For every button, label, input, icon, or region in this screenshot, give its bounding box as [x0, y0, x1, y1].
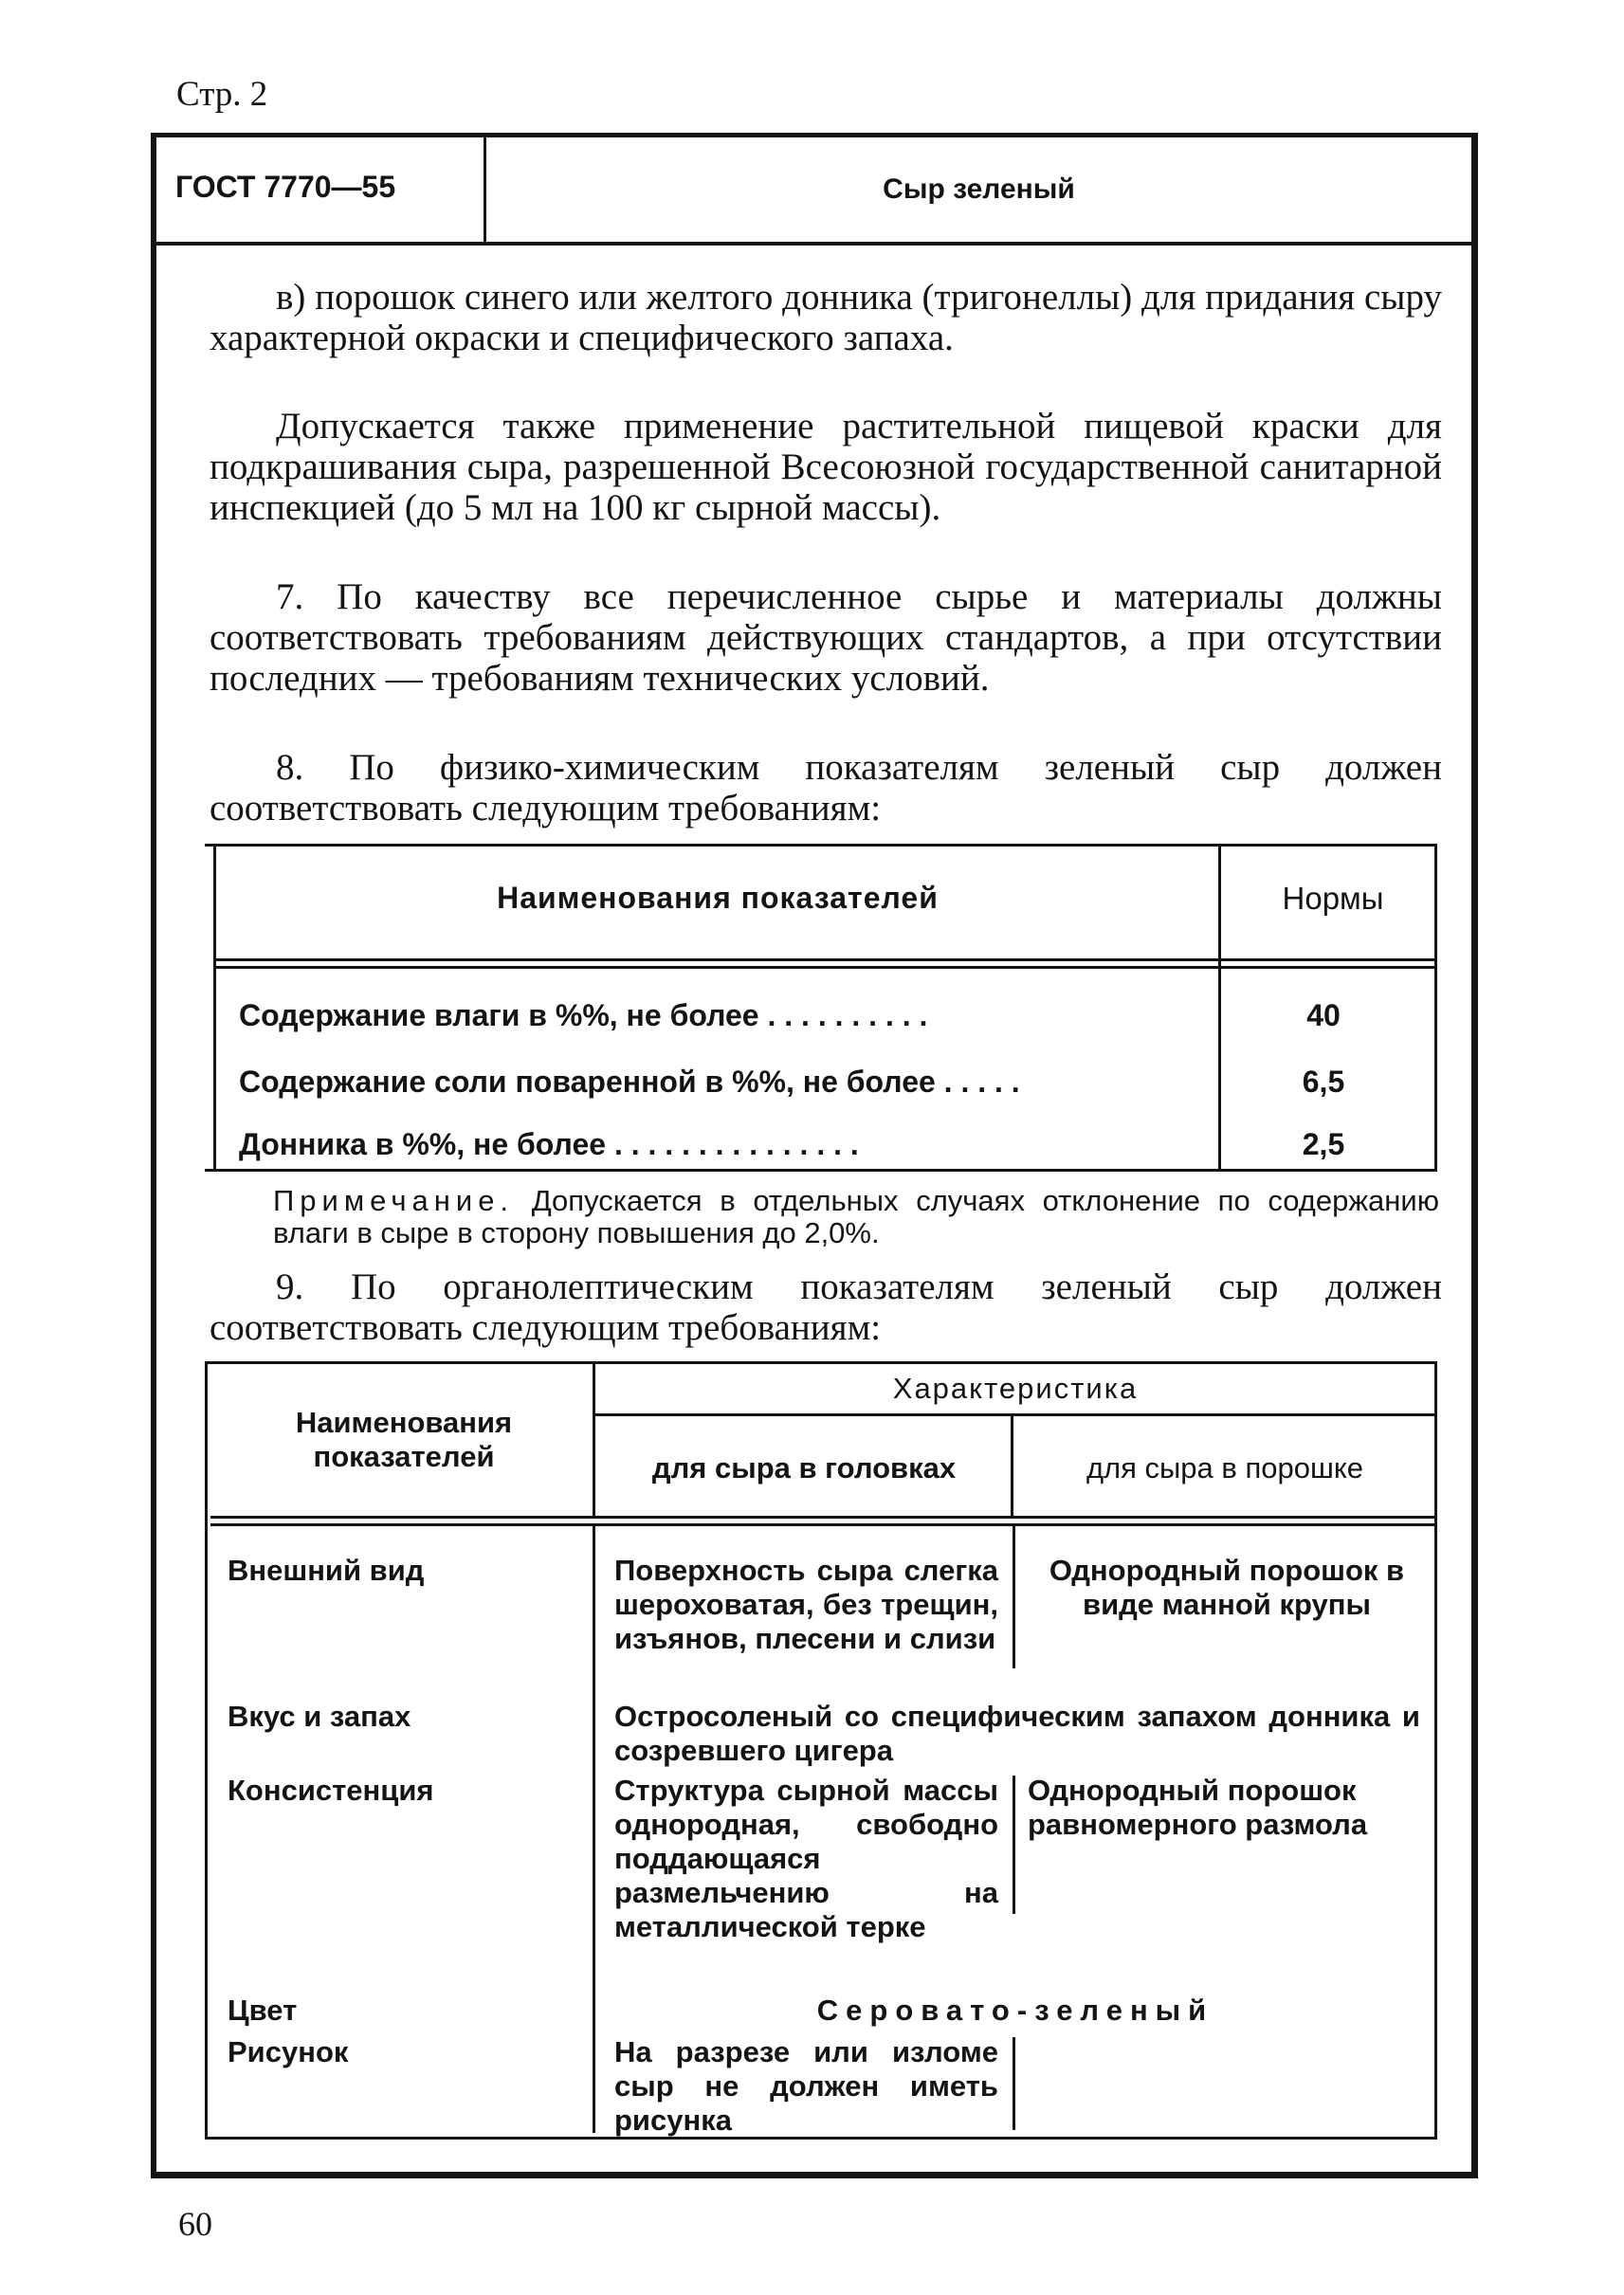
- table-cell-col1: Поверхность сыра слегка шероховатая, без трещин, изъянов, плесени и слизи: [614, 1554, 998, 1655]
- paragraph-dop: Допускается также применение растительной пищевой краски для подкрашивания сыра, разрешенной Всесоюзной государственной санитарной инспекцией (до 5 мл на 100 кг сырной массы).: [210, 406, 1442, 528]
- page-number: 60: [178, 2205, 212, 2243]
- table-cell-merged: Остросоленый со специфическим запахом донника и созревшего цигера: [614, 1700, 1420, 1767]
- body-subdivider-row1: [1013, 1526, 1015, 1668]
- table-row-name: Вкус и запах: [228, 1700, 411, 1733]
- standard-code: ГОСТ 7770—55: [175, 170, 396, 204]
- header-divider: [593, 1364, 595, 1516]
- table-cell-col1: Структура сырной массы однородная, свободно поддающаяся размельчению на металлической терке: [614, 1774, 998, 1943]
- table-row-value: 40: [1306, 998, 1341, 1032]
- table-note: [273, 1185, 1439, 1249]
- organoleptic-table: [205, 1361, 1437, 2140]
- table-row-value: 6,5: [1302, 1065, 1345, 1099]
- table-row-value: 2,5: [1302, 1127, 1345, 1161]
- paragraph-v: в) порошок синего или желтого донника (тригонеллы) для придания сыру характерной окраски и специфического запаха.: [210, 277, 1442, 358]
- table-row-name: Донника в %%, не более . . . . . . . . . . . . . . .: [239, 1127, 859, 1161]
- header-rule-bottom: [215, 966, 1437, 969]
- header-rule-top: [215, 958, 1437, 961]
- column-header-group: Характеристика: [892, 1372, 1139, 1405]
- table-border-right: [1434, 1364, 1437, 2137]
- body-subdivider-row3: [1013, 1776, 1015, 1914]
- group-header-rule: [595, 1413, 1437, 1416]
- table-cell-merged: Серовато-зеленый: [816, 1994, 1214, 2027]
- column-header-col2: для сыра в порошке: [1086, 1451, 1364, 1484]
- table-cell-col2: Однородный порошок в виде манной крупы: [1049, 1554, 1405, 1621]
- table-cell-col1: На разрезе или изломе сыр не должен иметь рисунка: [614, 2035, 998, 2137]
- body-subdivider-row5: [1013, 2037, 1015, 2130]
- paragraph-8: 8. По физико-химическим показателям зеленый сыр должен соответствовать следующим требованиям:: [210, 747, 1442, 829]
- table-row-name: Содержание соли поваренной в %%, не более . . . . .: [239, 1065, 1020, 1099]
- column-header-norm: Нормы: [1282, 881, 1384, 916]
- paragraph-9: 9. По органолептическим показателям зеленый сыр должен соответствовать следующим требованиям:: [210, 1266, 1442, 1348]
- column-header-col1: для сыра в головках: [651, 1451, 957, 1484]
- paragraph-7: 7. По качеству все перечисленное сырье и материалы должны соответствовать требованиям действующих стандартов, а при отсутствии последних — требованиям технических условий.: [210, 576, 1442, 699]
- table-cell-col2: Однородный порошок равномерного размола: [1028, 1774, 1368, 1841]
- column-header-name: Наименования показателей: [295, 1406, 513, 1473]
- header-subdivider: [1011, 1416, 1013, 1516]
- page-label: Стр. 2: [176, 75, 268, 114]
- standard-title: Сыр зеленый: [883, 173, 1075, 205]
- header-rule-bottom: [210, 1523, 1437, 1526]
- table-row-name: Цвет: [228, 1994, 298, 2027]
- header-rule-top: [210, 1516, 1437, 1519]
- table-row-name: Содержание влаги в %%, не более . . . . . . . . . .: [239, 998, 928, 1032]
- body-divider: [593, 1526, 595, 2133]
- physchem-table: [205, 844, 1437, 1172]
- note-text: Допускается в отдельных случаях отклонение по содержанию влаги в сыре в сторону повышения до 2,0%.: [273, 1184, 1439, 1249]
- table-border-left: [205, 1364, 208, 2137]
- note-label: Примечание.: [273, 1184, 515, 1217]
- standard-header: [156, 137, 1471, 246]
- table-row-name: Рисунок: [228, 2035, 349, 2068]
- column-header-name: Наименования показателей: [497, 881, 939, 915]
- table-row-name: Консистенция: [228, 1774, 434, 1807]
- table-row-name: Внешний вид: [228, 1554, 425, 1587]
